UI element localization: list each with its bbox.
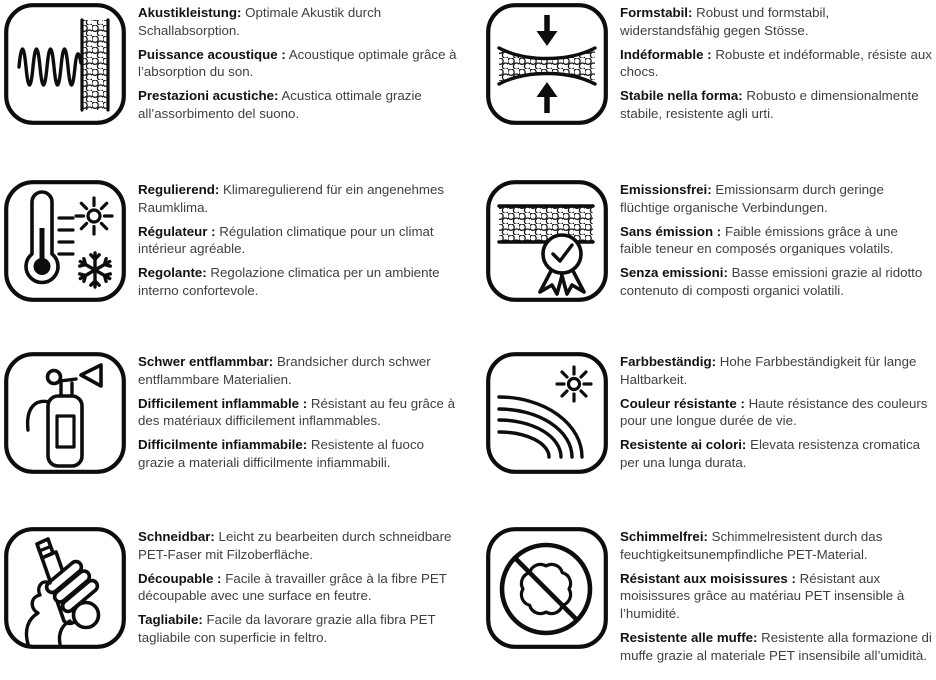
feature-tile-colorfast	[468, 340, 936, 510]
paragraph-fr: Résistant aux moisissures : Résistant aux moisissures grâce au matériau PET insensible à l’humidité.	[620, 570, 905, 621]
feature-text-form-stable	[620, 3, 932, 129]
paragraph-de: Regulierend: Klimaregulierend für ein angenehmes Raumklima.	[138, 182, 444, 215]
paragraph-de: Schimmelfrei: Schimmelresistent durch das feuchtigkeitsunempfindliche PET-Material.	[620, 529, 883, 562]
feature-tile-emission-free	[468, 170, 936, 340]
feature-text-acoustic	[138, 3, 460, 129]
paragraph-it: Resistente ai colori: Elevata resistenza cromatica per una lunga durata.	[620, 437, 921, 470]
sound-absorption-icon	[4, 3, 126, 125]
paragraph-de: Formstabil: Robust und formstabil, widerstandsfähig gegen Stösse.	[620, 5, 830, 38]
feature-text-mold-free	[620, 527, 932, 671]
paragraph-it: Regolante: Regolazione climatica per un ambiente interno confortevole.	[138, 265, 440, 298]
paragraph-de: Schneidbar: Leicht zu bearbeiten durch schneidbare PET-Faser mit Filzoberfläche.	[138, 529, 452, 562]
feature-tile-form-stable	[468, 0, 936, 170]
feature-text-emission-free	[620, 180, 932, 306]
paragraph-fr: Sans émission : Faible émissions grâce à une faible teneur en composés organiques volatils.	[620, 223, 898, 257]
feature-tile-mold-free	[468, 510, 936, 680]
rainbow-sun-icon	[486, 352, 608, 474]
paragraph-de: Farbbeständig: Hohe Farbbeständigkeit für lange Haltbarkeit.	[620, 354, 917, 387]
feature-text-flame-resistant	[138, 352, 460, 478]
paragraph-de: Schwer entflammbar: Brandsicher durch schwer entflammbare Materialien.	[138, 354, 431, 387]
no-mold-icon	[486, 527, 608, 649]
paragraph-fr: Difficilement inflammable : Résistant au feu grâce à des matériaux difficilement inflammables.	[138, 395, 456, 429]
feature-text-cuttable	[138, 527, 460, 653]
paragraph-it: Tagliabile: Facile da lavorare grazie alla fibra PET tagliabile con superficie in feltro.	[138, 612, 436, 645]
paragraph-fr: Découpable : Facile à travailler grâce à la fibre PET découpable avec une surface en feutre.	[138, 570, 447, 604]
paragraph-fr: Couleur résistante : Haute résistance des couleurs pour une longue durée de vie.	[620, 395, 928, 429]
feature-tile-flame-resistant	[0, 340, 468, 510]
paragraph-de: Akustikleistung: Optimale Akustik durch Schallabsorption.	[138, 5, 382, 38]
feature-text-colorfast	[620, 352, 932, 478]
certified-low-emission-icon	[486, 180, 608, 302]
paragraph-de: Emissionsfrei: Emissionsarm durch geringe flüchtige organische Verbindungen.	[620, 182, 884, 215]
paragraph-fr: Puissance acoustique : Acoustique optimale grâce à l’absorption du son.	[138, 46, 457, 80]
feature-text-climate	[138, 180, 460, 306]
paragraph-it: Prestazioni acustiche: Acustica ottimale grazie all’assorbimento del suono.	[138, 88, 422, 121]
fire-extinguisher-icon	[4, 352, 126, 474]
compression-arrows-icon	[486, 3, 608, 125]
feature-tile-cuttable	[0, 510, 468, 680]
feature-tile-acoustic	[0, 0, 468, 170]
hand-cutter-icon	[4, 527, 126, 649]
paragraph-it: Senza emissioni: Basse emissioni grazie al ridotto contenuto di composti organici volatili.	[620, 265, 923, 298]
paragraph-it: Difficilmente infiammabile: Resistente al fuoco grazie a materiali difficilmente infiammabili.	[138, 437, 424, 470]
paragraph-it: Stabile nella forma: Robusto e dimensionalmente stabile, resistente agli urti.	[620, 88, 919, 121]
paragraph-fr: Indéformable : Robuste et indéformable, résiste aux chocs.	[620, 46, 932, 80]
paragraph-it: Resistente alle muffe: Resistente alla formazione di muffe grazie al materiale PET insensibile all’umidità.	[620, 629, 932, 663]
thermometer-climate-icon	[4, 180, 126, 302]
feature-tile-climate	[0, 170, 468, 340]
paragraph-fr: Régulateur : Régulation climatique pour un climat intérieur agréable.	[138, 223, 434, 257]
